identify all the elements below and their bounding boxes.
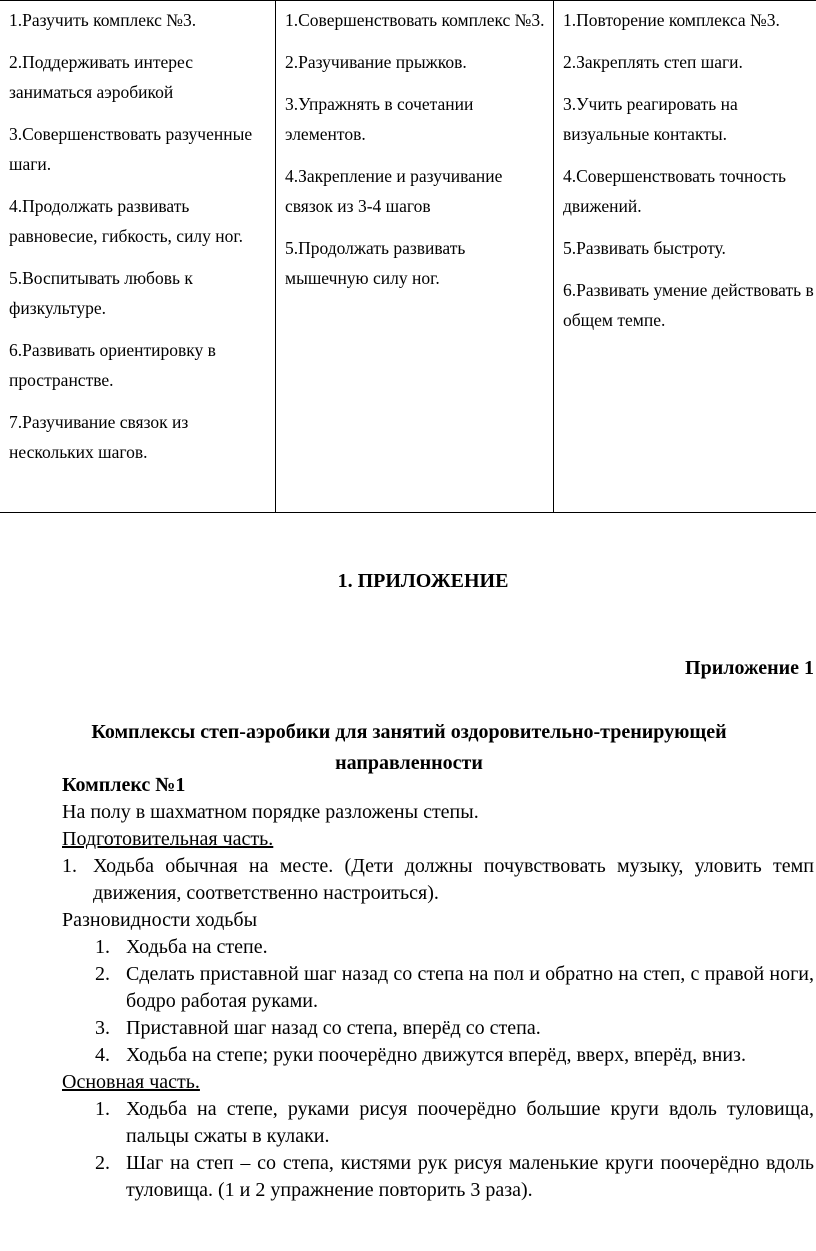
list-item-text: Ходьба обычная на месте. (Дети должны почувствовать музыку, уловить темп движения, соответственно настроиться). [93,855,814,904]
plan-item: 3.Совершенствовать разученные шаги. [9,124,253,174]
main-part-heading: Основная часть. [62,1071,200,1093]
list-item [62,1150,814,1204]
plan-item: 4.Продолжать развивать равновесие, гибкость, силу ног. [9,196,243,246]
list-item-text: Приставной шаг назад со степа, вперёд со степа. [126,1017,541,1039]
list-item-number: 1. [95,1098,110,1120]
plan-item: 2.Разучивание прыжков. [285,52,467,72]
list-item [62,1042,814,1069]
plan-table-row [0,1,816,513]
plan-item: 6.Развивать ориентировку в пространстве. [9,340,216,390]
list-item-text: Шаг на степ – со степа, кистями рук рисуя маленькие круги поочерёдно вдоль туловища. (1 и 2 упражнение повторить 3 раза). [126,1152,814,1201]
list-item-text: Ходьба на степе; руки поочерёдно движутся вперёд, вверх, вперёд, вниз. [126,1044,746,1066]
walking-heading: Разновидности ходьбы [62,909,258,931]
list-item [62,853,814,907]
plan-item: 5.Развивать быстроту. [563,238,726,258]
section-heading: 1. ПРИЛОЖЕНИЕ [337,570,509,592]
plan-item: 3.Упражнять в сочетании элементов. [285,94,474,144]
plan-item: 1.Совершенствовать комплекс №3. [285,10,545,30]
document-body [62,772,814,1204]
plan-item: 3.Учить реагировать на визуальные контакты. [563,94,738,144]
plan-item: 5.Воспитывать любовь к физкультуре. [9,268,193,318]
plan-item: 7.Разучивание связок из нескольких шагов. [9,412,189,462]
list-item-number: 4. [95,1044,110,1066]
plan-item: 4.Совершенствовать точность движений. [563,166,786,216]
list-item-text: Сделать приставной шаг назад со степа на пол и обратно на степ, с правой ноги, бодро работая руками. [126,963,814,1012]
plan-item: 2.Закреплять степ шаги. [563,52,743,72]
list-item-number: 2. [95,963,110,985]
list-item [62,961,814,1015]
plan-item: 6.Развивать умение действовать в общем темпе. [563,280,814,330]
list-item-text: Ходьба на степе, руками рисуя поочерёдно большие круги вдоль туловища, пальцы сжаты в кулаки. [126,1098,814,1147]
list-item-number: 2. [95,1152,110,1174]
plan-item: 1.Разучить комплекс №3. [9,10,197,30]
list-item-text: Ходьба на степе. [126,936,268,958]
intro-text: На полу в шахматном порядке разложены степы. [62,801,479,823]
list-item [62,1096,814,1150]
list-item-number: 1. [95,936,110,958]
plan-item: 4.Закрепление и разучивание связок из 3-4 шагов [285,166,503,216]
plan-item: 2.Поддерживать интерес заниматься аэробикой [9,52,194,102]
complex-title: Комплекс №1 [62,774,186,796]
plan-table [0,0,816,513]
plan-column-1 [0,1,276,513]
appendix-label: Приложение 1 [685,657,814,679]
list-item-number: 3. [95,1017,110,1039]
list-item-number: 1. [62,855,77,877]
plan-item: 5.Продолжать развивать мышечную силу ног. [285,238,466,288]
plan-column-2 [276,1,554,513]
list-item [62,1015,814,1042]
list-item [62,934,814,961]
main-title: Комплексы степ-аэробики для занятий оздоровительно-тренирующей направленности [91,721,727,774]
plan-column-3 [554,1,816,513]
prep-heading: Подготовительная часть. [62,828,274,850]
plan-item: 1.Повторение комплекса №3. [563,10,780,30]
